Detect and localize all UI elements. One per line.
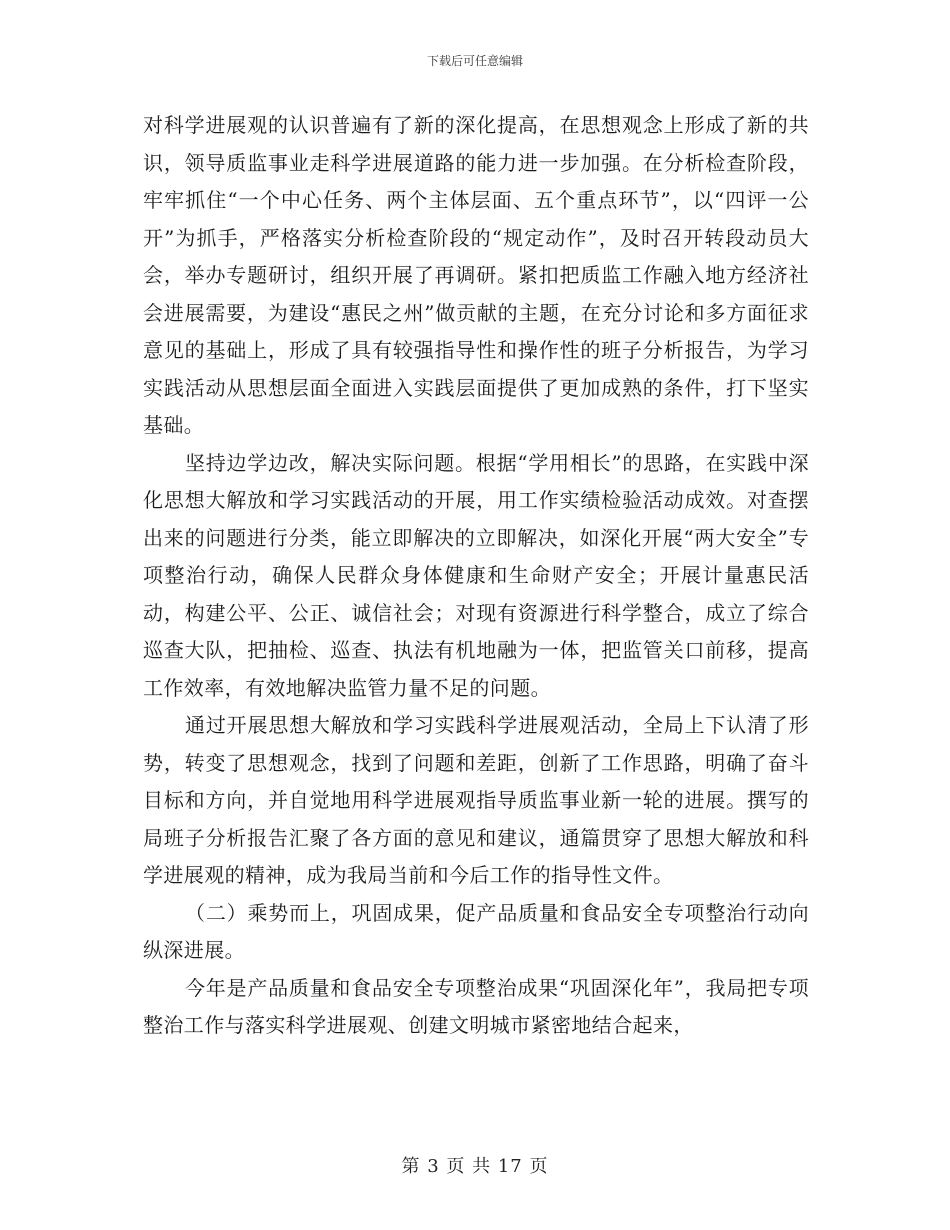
paragraph-4: 今年是产品质量和食品安全专项整治成果“巩固深化年”，我局把专项整治工作与落实科学进展观、创建文明城市紧密地结合起来， — [143, 975, 809, 1037]
paragraph-2: 坚持边学边改，解决实际问题。根据“学用相长”的思路，在实践中深化思想大解放和学习实践活动的开展，用工作实绩检验活动成效。对查摆出来的问题进行分类，能立即解决的立即解决，如深化开展“两大安全”专项整治行动，确保人民群众身体健康和生命财产安全；开展计量惠民活动，构建公平、公正、诚信社会；对现有资源进行科学整合，成立了综合巡查大队，把抽检、巡查、执法有机地融为一体，把监管关口前移，提高工作效率，有效地解决监管力量不足的问题。 — [143, 450, 809, 700]
document-body — [143, 107, 809, 1045]
paragraph-3: 通过开展思想大解放和学习实践科学进展观活动，全局上下认清了形势，转变了思想观念，找到了问题和差距，创新了工作思路，明确了奋斗目标和方向，并自觉地用科学进展观指导质监事业新一轮的进展。撰写的局班子分析报告汇聚了各方面的意见和建议，通篇贯穿了思想大解放和科学进展观的精神，成为我局当前和今后工作的指导性文件。 — [143, 713, 809, 887]
page-number-footer: 第 3 页 共 17 页 — [401, 1156, 549, 1177]
page-header-note: 下载后可任意编辑 — [426, 54, 523, 68]
section-heading-2: （二）乘势而上，巩固成果，促产品质量和食品安全专项整治行动向纵深进展。 — [143, 900, 809, 962]
paragraph-1: 对科学进展观的认识普遍有了新的深化提高，在思想观念上形成了新的共识，领导质监事业走科学进展道路的能力进一步加强。在分析检查阶段，牢牢抓住“一个中心任务、两个主体层面、五个重点环节”，以“四评一公开”为抓手，严格落实分析检查阶段的“规定动作”，及时召开转段动员大会，举办专题研讨，组织开展了再调研。紧扣把质监工作融入地方经济社会进展需要，为建设“惠民之州”做贡献的主题，在充分讨论和多方面征求意见的基础上，形成了具有较强指导性和操作性的班子分析报告，为学习实践活动从思想层面全面进入实践层面提供了更加成熟的条件，打下坚实基础。 — [143, 113, 809, 437]
